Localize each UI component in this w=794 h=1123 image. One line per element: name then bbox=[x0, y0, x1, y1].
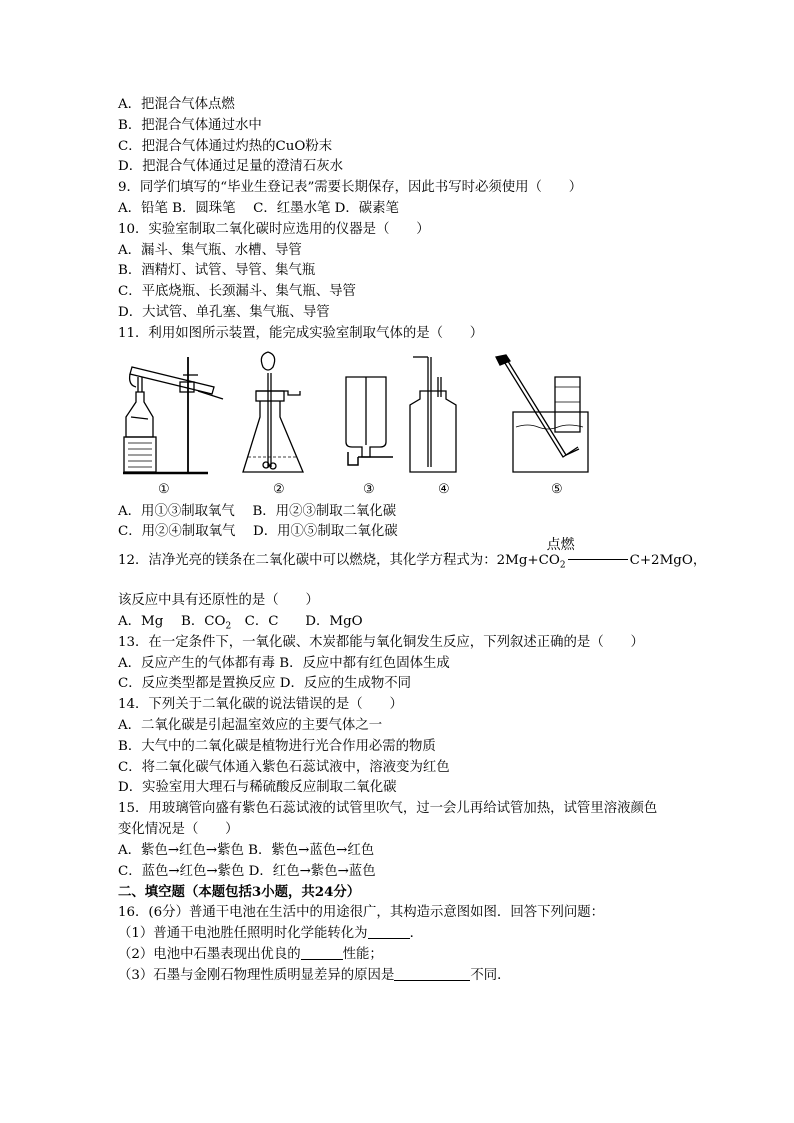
q13-option-ab: A．反应产生的气体都有毒 B．反应中都有红色固体生成 bbox=[118, 655, 450, 671]
q12-stem: 12．洁净光亮的镁条在二氧化碳中可以燃烧，其化学方程式为： bbox=[118, 553, 497, 569]
q16-stem: 16．(6分）普通干电池在生活中的用途很广，其构造示意图如图．回答下列问题： bbox=[118, 905, 605, 921]
q10-option-a: A．漏斗、集气瓶、水槽、导管 bbox=[118, 242, 302, 258]
q10-option-c: C．平底烧瓶、长颈漏斗、集气瓶、导管 bbox=[118, 284, 356, 300]
q12-option-cd: C．C D．MgO bbox=[231, 613, 363, 629]
q16-sub1-text: （1）普通干电池胜任照明时化学能转化为 bbox=[118, 925, 368, 941]
q14-stem: 14．下列关于二氧化碳的说法错误的是（ ） bbox=[118, 697, 403, 713]
q11-stem: 11．利用如图所示装置，能完成实验室制取气体的是（ ） bbox=[118, 325, 484, 341]
q9-stem: 9．同学们填写的“毕业生登记表”需要长期保存，因此书写时必须使用（ ） bbox=[118, 180, 583, 196]
q16-sub2 bbox=[118, 945, 718, 966]
q10-option-b: B．酒精灯、试管、导管、集气瓶 bbox=[118, 263, 316, 279]
q15-stem2: 变化情况是（ ） bbox=[118, 821, 239, 837]
q16-blank-2[interactable] bbox=[301, 946, 343, 960]
apparatus-5-water-trough bbox=[496, 355, 588, 472]
q15-stem: 15．用玻璃管向盛有紫色石蕊试液的试管里吹气，过一会儿再给试管加热，试管里溶液颜色 bbox=[118, 801, 658, 817]
eq-left-sub: 2 bbox=[559, 560, 566, 571]
q15-option-ab: A．紫色→红色→紫色 B．紫色→蓝色→红色 bbox=[118, 842, 375, 858]
q16-blank-1[interactable] bbox=[368, 925, 410, 939]
q16-sub1 bbox=[118, 924, 718, 945]
eq-right: C+2MgO， bbox=[629, 553, 707, 569]
apparatus-2-flask bbox=[243, 352, 303, 472]
q8-option-a: A．把混合气体点燃 bbox=[118, 97, 235, 112]
label-apparatus-1: ① bbox=[158, 481, 170, 497]
q8-option-c: C．把混合气体通过灼热的CuO粉末 bbox=[118, 138, 333, 154]
q15-option-cd: C．蓝色→红色→紫色 D．红色→紫色→蓝色 bbox=[118, 863, 376, 879]
q14-option-c: C．将二氧化碳气体通入紫色石蕊试液中，溶液变为红色 bbox=[118, 759, 450, 775]
q14-option-d: D．实验室用大理石与稀硫酸反应制取二氧化碳 bbox=[118, 780, 397, 796]
q10-stem: 10．实验室制取二氧化碳时应选用的仪器是（ ） bbox=[118, 221, 430, 237]
apparatus-1-heating-tube bbox=[123, 357, 223, 473]
q13-stem: 13．在一定条件下，一氧化碳、木炭都能与氧化铜发生反应，下列叙述正确的是（ ） bbox=[118, 634, 644, 650]
q12-option-ab: A．Mg B．CO bbox=[118, 613, 226, 629]
q10-option-d: D．大试管、单孔塞、集气瓶、导管 bbox=[118, 304, 330, 320]
apparatus-3-inverted-bottle bbox=[346, 377, 393, 465]
label-apparatus-2: ② bbox=[273, 481, 285, 497]
eq-condition: 点燃 bbox=[546, 537, 575, 554]
q11-option-cd: C．用②④制取氧气 D．用①⑤制取二氧化碳 bbox=[118, 524, 398, 540]
label-apparatus-3: ③ bbox=[363, 481, 375, 497]
exam-page bbox=[118, 95, 718, 986]
q16-sub2-text: （2）电池中石墨表现出优良的 bbox=[118, 946, 301, 962]
q11-option-ab: A．用①③制取氧气 B．用②③制取二氧化碳 bbox=[118, 503, 397, 519]
q16-sub3-text: （3）石墨与金刚石物理性质明显差异的原因是 bbox=[118, 967, 395, 983]
apparatus-figure bbox=[118, 347, 718, 502]
q14-option-a: A．二氧化碳是引起温室效应的主要气体之一 bbox=[118, 717, 383, 733]
q16-sub1-end: ． bbox=[409, 925, 423, 941]
eq-arrow bbox=[568, 559, 628, 560]
eq-left: 2Mg+CO bbox=[496, 553, 560, 569]
chemical-equation bbox=[496, 537, 707, 576]
q12-option-b-sub: 2 bbox=[225, 621, 232, 632]
q12-stem-block bbox=[118, 537, 718, 591]
q8-option-b: B．把混合气体通过水中 bbox=[118, 117, 262, 133]
apparatus-4-gas-bottle bbox=[410, 357, 456, 472]
q16-sub3 bbox=[118, 966, 718, 987]
q9-options: A．铅笔 B．圆珠笔 C．红墨水笔 D．碳素笔 bbox=[118, 200, 399, 216]
q16-sub2-end: 性能； bbox=[342, 946, 383, 962]
label-apparatus-4: ④ bbox=[438, 481, 450, 497]
q12-stem2: 该反应中具有还原性的是（ ） bbox=[118, 593, 319, 609]
section-2-title: 二、填空题（本题包括3小题，共24分） bbox=[118, 884, 361, 901]
q16-sub3-end: 不同． bbox=[470, 967, 511, 983]
q12-options bbox=[118, 612, 718, 633]
label-apparatus-5: ⑤ bbox=[551, 481, 563, 497]
q14-option-b: B．大气中的二氧化碳是植物进行光合作用必需的物质 bbox=[118, 738, 436, 754]
q8-option-d: D．把混合气体通过足量的澄清石灰水 bbox=[118, 159, 343, 175]
q16-blank-3[interactable] bbox=[394, 967, 470, 981]
q13-option-cd: C．反应类型都是置换反应 D．反应的生成物不同 bbox=[118, 676, 412, 692]
